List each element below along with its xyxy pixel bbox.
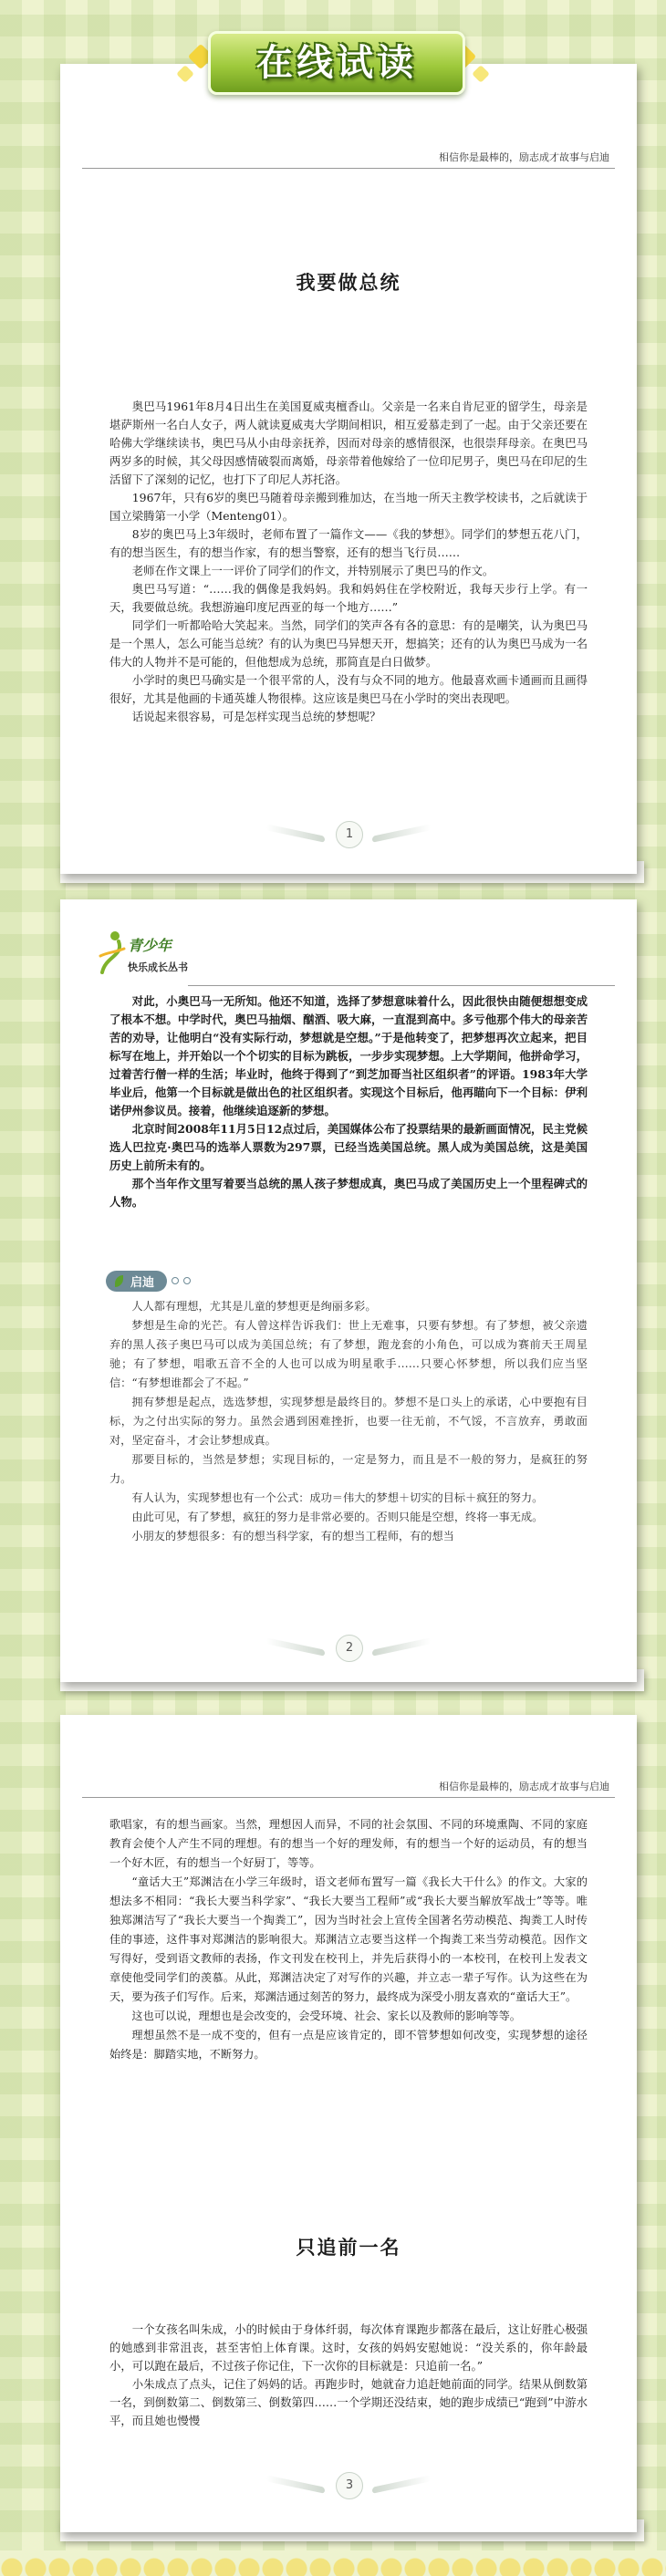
leaf-icon — [115, 1275, 123, 1287]
series-logo — [97, 927, 234, 982]
paragraph: 对此，小奥巴马一无所知。他还不知道，选择了梦想意味着什么，因此很快由随便想想变成了根本不想。中学时代，奥巴马抽烟、酗酒、吸大麻，一直混到高中。多亏他那个伟大的母亲苦苦的劝导，让他明白“没有实际行动，梦想就是空想。”于是他转变了，把梦想再次立起来，把目标写在地上，并开始以一个个切实的目标为跳板，一步步实现梦想。上大学期间，他拼命学习，过着苦行僧一样的生活；毕业时，他终于得到了“到芝加哥当社区组织者”的评语。1983年大学毕业后，他第一个目标就是做出色的社区组织者。实现这个目标后，他再瞄向下一个目标：伊利诺伊州参议员。接着，他继续追逐新的梦想。 — [109, 994, 588, 1117]
wing-ornament-right — [372, 2475, 431, 2494]
paragraph: 老师在作文课上一一评价了同学们的作文，并特别展示了奥巴马的作文。 — [131, 564, 494, 577]
page-stack-edge — [60, 861, 644, 883]
dot-ornament — [183, 1277, 191, 1284]
insight-section-header — [106, 1270, 191, 1292]
paragraph: 奥巴马写道：“……我的偶像是我妈妈。我和妈妈住在学校附近，我每天步行上学。有一天，我要做总统。我想游遍印度尼西亚的每一个地方……” — [109, 582, 588, 614]
paragraph: 同学们一听都哈哈大笑起来。当然，同学们的笑声各有各的意思：有的是嘲笑，认为奥巴马是一个黑人，怎么可能当总统？有的认为奥巴马异想天开，想搞笑；还有的认为奥巴马成为一名伟大的人物并不是可能的，但他想成为总统，那简直是白日做梦。 — [109, 618, 588, 669]
story-title: 只追前一名 — [296, 2236, 401, 2259]
insight-paragraph: 由此可见，有了梦想，疯狂的努力是非常必要的。否则只能是空想，终将一事无成。 — [131, 1511, 544, 1523]
swirl-figure-icon — [97, 929, 130, 976]
page-number: 1 — [336, 821, 363, 848]
running-header: 相信你是最棒的，励志成才故事与启迪 — [439, 1781, 609, 1792]
story-title: 我要做总统 — [296, 271, 401, 294]
paragraph: 奥巴马1961年8月4日出生在美国夏威夷檀香山。父亲是一名来自肯尼亚的留学生，母亲是堪萨斯州一名白人女子，两人就读夏威夷大学期间相识，相互爱慕走到了一起。由于父亲还要在哈佛大学继续读书，奥巴马从小由母亲抚养，因而对母亲的感情很深，也很崇拜母亲。在奥巴马两岁多的时候，其父母因感情破裂而离婚，母亲带着他嫁给了一位印尼男子，奥巴马在印尼的生活留下了深刻的记忆，也打下了印尼人苏托洛。 — [109, 400, 588, 486]
page-footer — [60, 2467, 637, 2503]
wing-ornament-left — [266, 824, 325, 843]
insight-body — [109, 1297, 588, 1546]
paragraph: “童话大王”郑渊洁在小学三年级时，语文老师布置写一篇《我长大干什么》的作文。大家的想法多不相同：“我长大要当科学家”、“我长大要当工程师”或“我长大要当解放军战士”等等。唯独郑渊洁写了“我长大要当一个掏粪工”，因为当时社会上宣传全国著名劳动模范、掏粪工人时传佳的事迹，这件事对郑渊洁的影响很大。郑渊洁立志要当这样一个掏粪工来当劳动模范。因作文写得好，受到语文教师的表扬，作文刊发在校刊上，并先后获得小的一本校刊，在校刊上发表文章使他受同学们的羡慕。从此，郑渊洁决定了对写作的兴趣，并立志一辈子写作。认为这些在为天，要为孩子们写作。后来，郑渊洁通过刻苦的努力，最终成为深受小朋友喜欢的“童话大王”。 — [109, 1875, 588, 2003]
paragraph: 北京时间2008年11月5日12点过后，美国媒体公布了投票结果的最新画面情况，民主党候选人巴拉克·奥巴马的选举人票数为297票，已经当选美国总统。黑人成为美国总统，这是美国历史上前所未有的。 — [109, 1122, 588, 1172]
book-page-3 — [60, 1715, 637, 2532]
book-page-1 — [60, 64, 637, 874]
insight-paragraph: 拥有梦想是起点，选选梦想，实现梦想是最终目的。梦想不是口头上的承诺，心中要抱有目标，为之付出实际的努力。虽然会遇到困难挫折，也要一往无前，不气馁，不言放弃，勇敢面对，坚定奋斗，才会让梦想成真。 — [109, 1396, 588, 1447]
dot-ornament — [172, 1277, 179, 1284]
header-rule — [188, 985, 615, 986]
paragraph: 小朱成点了点头，记住了妈妈的话。再跑步时，她就奋力追赶她前面的同学。结果从倒数第一名，到倒数第二、倒数第三、倒数第四……一个学期还没结束，她的跑步成绩已“跑到”中游水平，而且她也慢慢 — [109, 2377, 588, 2427]
page-footer — [60, 815, 637, 852]
paragraph: 8岁的奥巴马上3年级时，老师布置了一篇作文——《我的梦想》。同学们的梦想五花八门，有的想当医生，有的想当作家，有的想当警察，还有的想当飞行员…… — [109, 527, 588, 559]
insight-paragraph: 梦想是生命的光芒。有人曾这样告诉我们：世上无难事，只要有梦想。有了梦想，被父亲遗弃的黑人孩子奥巴马可以成为美国总统；有了梦想，跑龙套的小角色，可以成为赛前天王周星驰；有了梦想，唱歌五音不全的人也可以成为明星歌手……只要心怀梦想，所以我们应当坚信：“有梦想谁都会了不起。” — [109, 1319, 588, 1389]
story-body — [109, 1815, 588, 2064]
series-logo-subtitle: 快乐成长丛书 — [128, 961, 188, 973]
paragraph: 1967年，只有6岁的奥巴马随着母亲搬到雅加达，在当地一所天主教学校读书，之后就读于国立梁腾第一小学（Menteng01）。 — [109, 491, 588, 523]
insight-label: 启迪 — [130, 1275, 155, 1290]
running-header: 相信你是最棒的，励志成才故事与启迪 — [439, 151, 609, 163]
book-page-2 — [60, 899, 637, 1682]
story-body — [109, 2321, 588, 2430]
story-body — [109, 398, 588, 726]
page-number: 2 — [336, 1635, 363, 1662]
header-rule — [82, 1797, 615, 1798]
paragraph: 歌唱家，有的想当画家。当然，理想因人而异，不同的社会氛围、不同的环境熏陶、不同的家庭教育会使个人产生不同的理想。有的想当一个好的理发师，有的想当一个好的运动员，有的想当一个好木匠，有的想当一个好厨丁，等等。 — [109, 1818, 588, 1869]
paragraph: 那个当年作文里写着要当总统的黑人孩子梦想成真，奥巴马成了美国历史上一个里程碑式的人物。 — [109, 1177, 588, 1209]
series-logo-name: 青少年 — [128, 937, 172, 954]
story-body — [109, 992, 588, 1211]
insight-badge — [106, 1271, 167, 1292]
insight-paragraph: 人人都有理想，尤其是儿童的梦想更是绚丽多彩。 — [131, 1300, 377, 1313]
page-number: 3 — [336, 2472, 363, 2499]
wing-ornament-right — [372, 824, 431, 843]
wing-ornament-left — [266, 2475, 325, 2494]
paragraph: 理想虽然不是一成不变的，但有一点是应该肯定的，即不管梦想如何改变，实现梦想的途径始终是：脚踏实地，不断努力。 — [109, 2029, 588, 2061]
insight-paragraph: 小朋友的梦想很多：有的想当科学家，有的想当工程师，有的想当 — [131, 1530, 454, 1542]
insight-paragraph: 有人认为，实现梦想也有一个公式：成功＝伟大的梦想＋切实的目标＋疯狂的努力。 — [131, 1491, 544, 1504]
paragraph: 一个女孩名叫朱成，小的时候由于身体纤弱，每次体育课跑步都落在最后，这让好胜心极强的她感到非常沮丧，甚至害怕上体育课。这时，女孩的妈妈安慰她说：“没关系的，你年龄最小，可以跑在最后，不过孩子你记住，下一次你的目标就是：只追前一名。” — [109, 2322, 588, 2373]
paragraph: 这也可以说，理想也是会改变的，会受环境、社会、家长以及教师的影响等等。 — [131, 2010, 521, 2022]
paragraph: 小学时的奥巴马确实是一个很平常的人，没有与众不同的地方。他最喜欢画卡通画而且画得很好，尤其是他画的卡通英雄人物很棒。这应该是奥巴马在小学时的突出表现吧。 — [109, 673, 588, 705]
page-footer — [60, 1629, 637, 1666]
header-rule — [82, 168, 615, 169]
wing-ornament-right — [372, 1637, 431, 1657]
banner-title: 在线试读 — [256, 42, 417, 84]
page-stack-edge — [60, 2519, 644, 2541]
insight-paragraph: 那要目标的，当然是梦想；实现目标的，一定是努力，而且是不一般的努力，是疯狂的努力。 — [109, 1453, 588, 1485]
online-preview-banner — [208, 31, 465, 95]
wing-ornament-left — [266, 1637, 325, 1657]
scalloped-bottom-border — [0, 2550, 666, 2576]
page-stack-edge — [60, 1669, 644, 1691]
paragraph: 话说起来很容易，可是怎样实现当总统的梦想呢？ — [131, 710, 381, 723]
